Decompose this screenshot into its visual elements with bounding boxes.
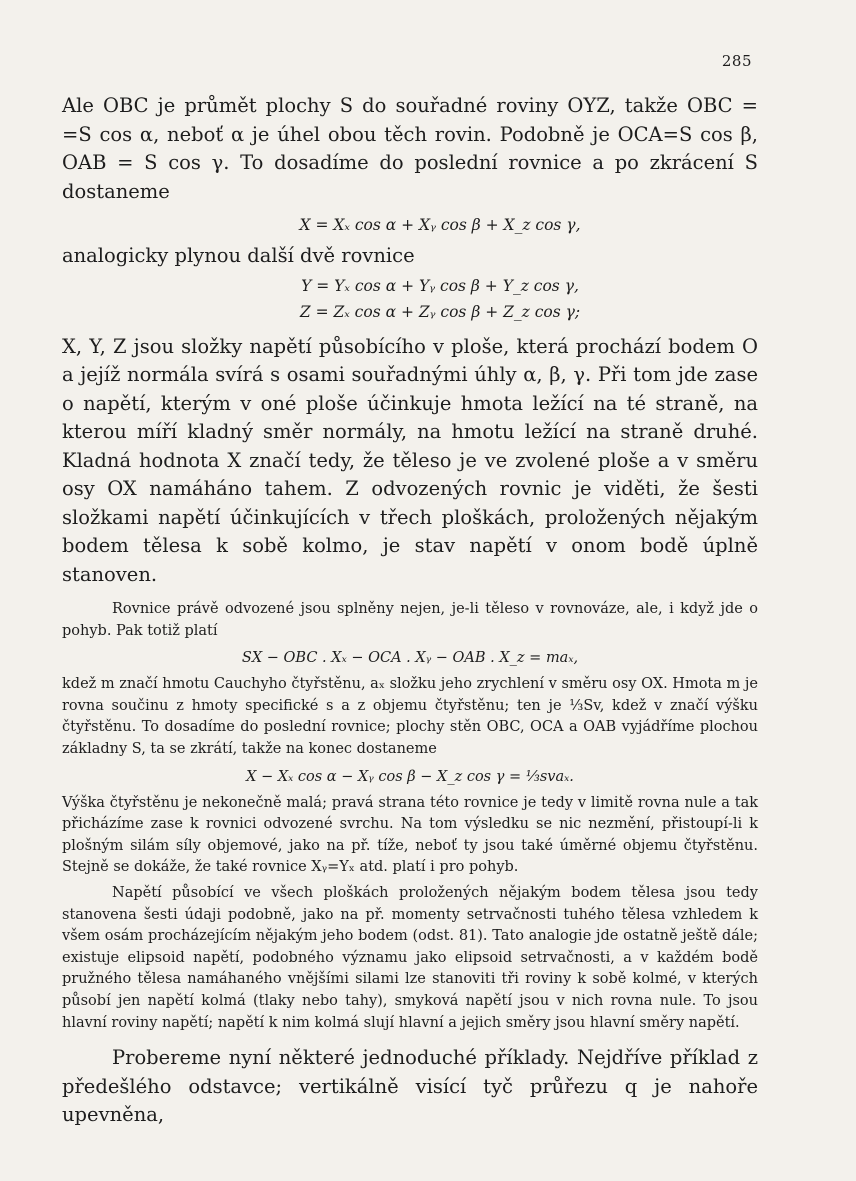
paragraph-8: Probereme nyní některé jednoduché příklady. Nejdříve příklad z předešlého odstavce; vertikálně visící tyč průřezu q je nahoře upevněna, [62,1046,758,1127]
paragraph-1: Ale OBC je průmět plochy S do souřadné roviny OYZ, takže OBC = =S cos α, neboť α je úhel obou těch rovin. Podobně je OCA=S cos β, OAB = S cos γ. To dosadíme do poslední rovnice a po zkrácení S dostaneme [62,94,758,203]
equation-3: Z = Zₓ cos α + Zᵧ cos β + Z_z cos γ; [299,302,581,321]
page-number: 285 [721,52,752,70]
paragraph-5: kdež m značí hmotu Cauchyho čtyřstěnu, aₓ složku jeho zrychlení v směru osy OX. Hmota m je rovna součinu z hmoty specifické s a z objemu čtyřstěnu; ten je ⅓Sv, kdež v značí výšku čtyřstěnu. To dosadíme do poslední rovnice; plochy stěn OBC, OCA a OAB vyjádříme plochou základny S, ta se zkrátí, takže na konec dostaneme [62,676,758,757]
equation-4: SX − OBC . Xₓ − OCA . Xᵧ − OAB . X_z = maₓ, [241,650,579,667]
equation-5: X − Xₓ cos α − Xᵧ cos β − X_z cos γ = ⅓svaₓ. [246,768,574,785]
paragraph-6: Výška čtyřstěnu je nekonečně malá; pravá strana této rovnice je tedy v limitě rovna nule a tak přicházíme zase k rovnici odvozené svrchu. Na tom výsledku se nic nezmění, přistoupí-li k plošným silám síly objemové, jako na př. tíže, neboť ty jsou také úměrné objemu čtyřstěnu. Stejně se dokáže, že také rovnice Xᵧ=Yₓ atd. platí i pro pohyb. [62,794,758,876]
paragraph-4: Rovnice právě odvozené jsou splněny nejen, je-li těleso v rovnováze, ale, i když jde o pohyb. Pak totiž platí [62,601,758,639]
equation-2: Y = Yₓ cos α + Yᵧ cos β + Y_z cos γ, [301,276,579,295]
equation-1: X = Xₓ cos α + Xᵧ cos β + X_z cos γ, [299,216,581,234]
paragraph-2: analogicky plynou další dvě rovnice [62,244,415,267]
paragraph-3: X, Y, Z jsou složky napětí působícího v ploše, která prochází bodem O a jejíž normála svírá s osami souřadnými úhly α, β, γ. Při tom jde zase o napětí, kterým v oné ploše účinkuje hmota ležící na té straně, na kterou míří kladný směr normály, na hmotu ležící na straně druhé. Kladná hodnota X značí tedy, že těleso je ve zvolené ploše a v směru osy OX namáháno tahem. Z odvozených rovnic je viděti, že šesti složkami napětí účinkujících v třech ploškách, proložených nějakým bodem tělesa k sobě kolmo, je stav napětí v onom bodě úplně stanoven. [62,334,758,586]
paragraph-7: Napětí působící ve všech ploškách proložených nějakým bodem tělesa jsou tedy stanovena šesti údaji podobně, jako na př. momenty setrvačnosti tuhého tělesa vzhledem k všem osám procházejícím nějakým jeho bodem (odst. 81). Tato analogie jde ostatně ještě dále; existuje elipsoid napětí, podobného významu jako elipsoid setrvačnosti, a v každém bodě pružného tělesa namáhaného vnějšími silami lze stanoviti tři roviny k sobě kolmé, v kterých působí jen napětí kolmá (tlaky nebo tahy), smyková napětí jsou v nich rovna nule. To jsou hlavní roviny napětí; napětí k nim kolmá slují hlavní a jejich směry jsou hlavní směry napětí. [62,884,758,1031]
page-body [62,92,758,1130]
